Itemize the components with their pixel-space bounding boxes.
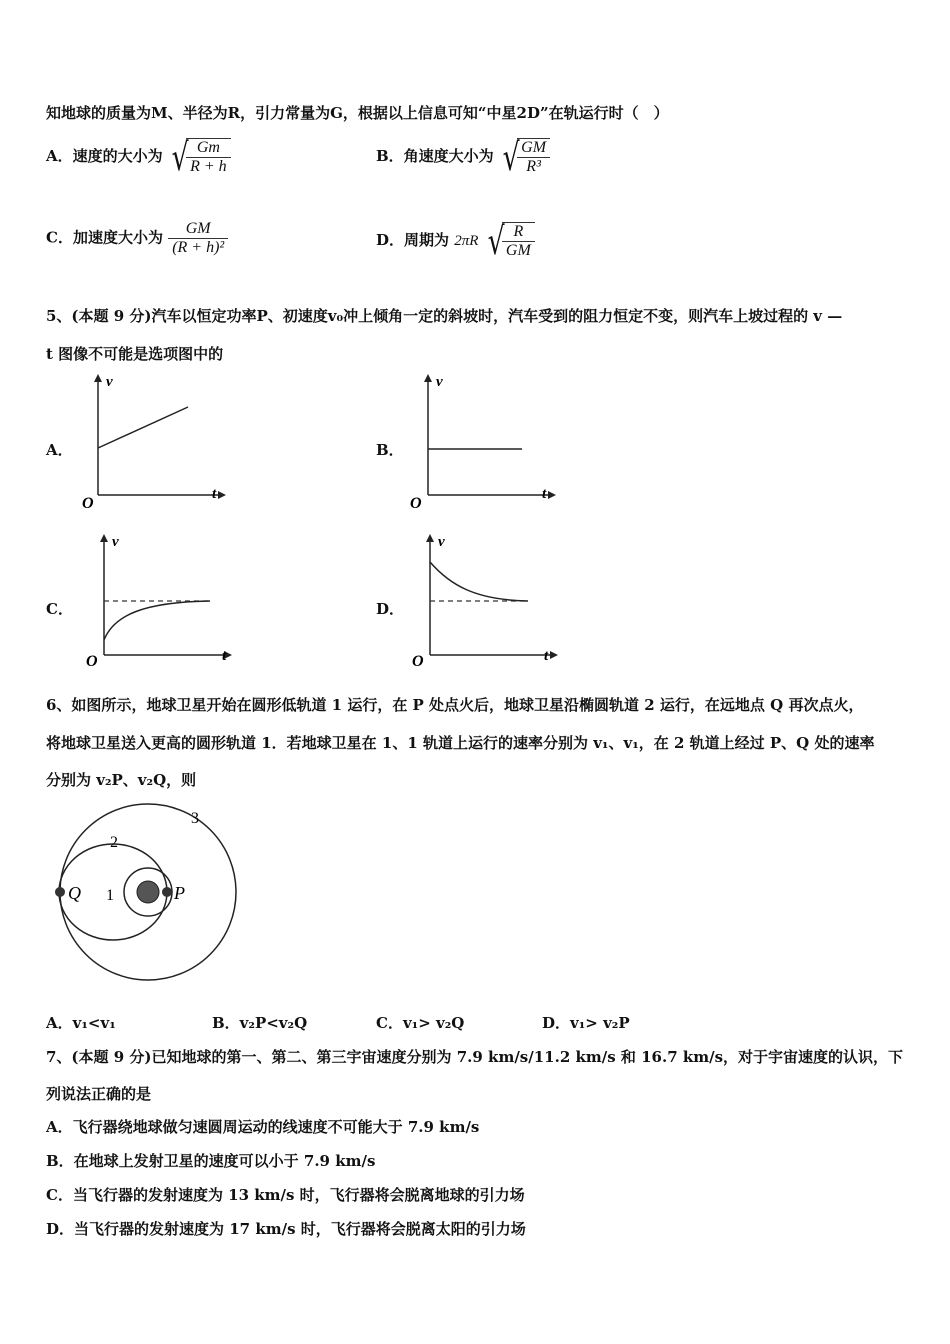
- q4-option-d[interactable]: [376, 219, 535, 263]
- q4-option-c[interactable]: [46, 220, 228, 257]
- axis-v-label: v: [112, 534, 119, 550]
- orbit-1-label: 1: [106, 887, 114, 904]
- q5-line1: 5、(本题 9 分)汽车以恒定功率P、初速度v₀冲上倾角一定的斜坡时，汽车受到的阻力恒定不变，则汽车上坡过程的 v —: [46, 307, 843, 325]
- q4-option-a-label: A．速度的大小为: [46, 147, 163, 165]
- earth-icon: [137, 881, 159, 903]
- axis-v-label: v: [438, 534, 445, 550]
- point-q-label: Q: [68, 883, 81, 903]
- q6-line1: 6、如图所示，地球卫星开始在圆形低轨道 1 运行，在 P 处点火后，地球卫星沿椭圆轨道 2 运行，在远地点 Q 再次点火，: [46, 696, 864, 714]
- q4-option-b[interactable]: [376, 135, 550, 179]
- q5-option-c-label[interactable]: C．: [46, 600, 73, 618]
- q4-option-a[interactable]: [46, 135, 231, 179]
- q4-option-d-label: D．周期为: [376, 231, 450, 249]
- origin-label: O: [410, 495, 422, 512]
- q5-line2: t 图像不可能是选项图中的: [46, 345, 224, 363]
- q6-option-b[interactable]: B．v₂P<v₂Q: [212, 1014, 308, 1032]
- q7-option-b[interactable]: B．在地球上发射卫星的速度可以小于 7.9 km/s: [46, 1152, 376, 1170]
- vt-graph-a: [78, 370, 228, 515]
- q6-option-a[interactable]: A．v₁<v₁: [46, 1014, 116, 1032]
- vt-graph-b: [408, 370, 558, 515]
- q4-text: 知地球的质量为M、半径为R，引力常量为G，根据以上信息可知“中星2D”在轨运行时（ ）: [46, 104, 669, 122]
- vt-graph-c: [84, 530, 234, 675]
- q7-option-a[interactable]: A．飞行器绕地球做匀速圆周运动的线速度不可能大于 7.9 km/s: [46, 1118, 480, 1136]
- q7-option-c[interactable]: C．当飞行器的发射速度为 13 km/s 时，飞行器将会脱离地球的引力场: [46, 1186, 525, 1204]
- q6-option-d[interactable]: D．v₁> v₂P: [542, 1014, 630, 1032]
- q6-line3: 分别为 v₂P、v₂Q，则: [46, 771, 197, 789]
- q5-option-b-label[interactable]: B．: [376, 441, 404, 459]
- q4-a-den: R + h: [186, 157, 231, 176]
- point-p-label: P: [174, 883, 185, 903]
- q7-option-d[interactable]: D．当飞行器的发射速度为 17 km/s 时，飞行器将会脱离太阳的引力场: [46, 1220, 526, 1238]
- q7-line1: 7、(本题 9 分)已知地球的第一、第二、第三宇宙速度分别为 7.9 km/s/11.2 km/s 和 16.7 km/s，对于宇宙速度的认识，下: [46, 1048, 904, 1066]
- q4-option-b-label: B．角速度大小为: [376, 147, 494, 165]
- origin-label: O: [412, 653, 424, 670]
- axis-v-label: v: [436, 374, 443, 390]
- vt-graph-d: [410, 530, 560, 675]
- q4-option-c-label: C．加速度大小为: [46, 228, 163, 247]
- q4-c-num: GM: [185, 220, 211, 237]
- origin-label: O: [82, 495, 94, 512]
- q5-option-a-label[interactable]: A．: [46, 441, 73, 459]
- axis-t-label: t: [222, 648, 227, 664]
- sqrt-formula: √ $\frac{R}{GM}$: [484, 222, 535, 260]
- q4-d-den: GM: [502, 241, 535, 260]
- q4-d-num: R: [513, 223, 524, 240]
- orbit-2-label: 2: [110, 834, 118, 851]
- axis-t-label: t: [212, 486, 217, 502]
- q7-line2: 列说法正确的是: [46, 1085, 152, 1103]
- q6-line2: 将地球卫星送入更高的圆形轨道 1．若地球卫星在 1、1 轨道上运行的速率分别为 v₁、v₁，在 2 轨道上经过 P、Q 处的速率: [46, 734, 875, 752]
- orbit-diagram: [46, 800, 246, 990]
- q4-b-den: R³: [517, 157, 550, 176]
- q5-option-d-label[interactable]: D．: [376, 600, 405, 618]
- orbit-3-label: 3: [191, 810, 199, 827]
- q4-a-num: Gm: [196, 139, 220, 156]
- q6-option-c[interactable]: C．v₁> v₂Q: [376, 1014, 465, 1032]
- q4-d-prefix: 2πR: [454, 233, 479, 249]
- axis-t-label: t: [542, 486, 547, 502]
- q4-c-den: (R + h)²: [168, 238, 228, 257]
- axis-t-label: t: [544, 648, 549, 664]
- origin-label: O: [86, 653, 98, 670]
- axis-v-label: v: [106, 374, 113, 390]
- sqrt-formula: √ $\frac{GM}{\text{R³}}$: [499, 138, 550, 176]
- sqrt-formula: √ $\frac{Gm}{R + h}$: [168, 138, 231, 176]
- q4-b-num: GM: [521, 139, 547, 156]
